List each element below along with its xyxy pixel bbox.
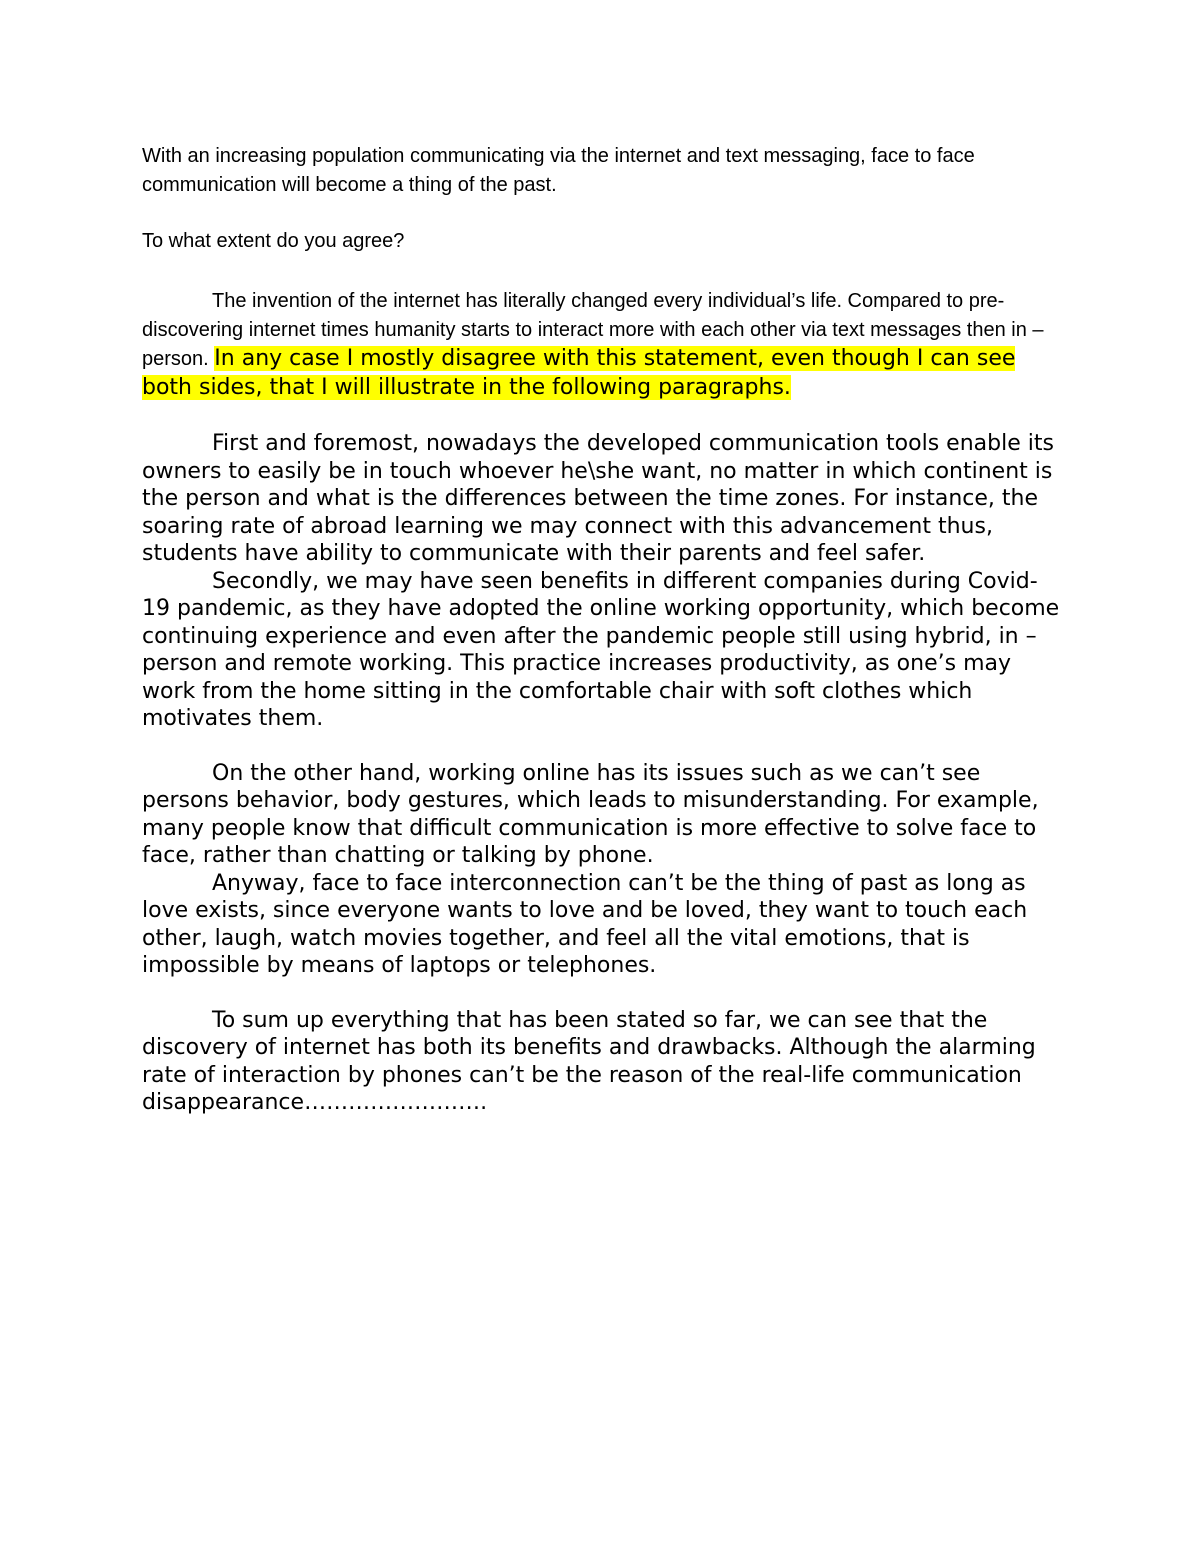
body-paragraph-4: Anyway, face to face interconnection can’t be the thing of past as long as love exists, since everyone wants to love and be loved, they want to touch each other, laugh, watch movies together, and feel all the vital emotions, that is impossible by means of laptops or telephones. [142,870,1028,978]
highlighted-thesis: In any case I mostly disagree with this statement, even though I can see both sides, that I will illustrate in the following paragraphs. [142,346,1016,400]
document-body [142,142,1062,1117]
intro-paragraph [142,287,1062,403]
essay-question: To what extent do you agree? [142,230,405,252]
body-paragraph-3: On the other hand, working online has its issues such as we can’t see persons behavior, body gestures, which leads to misunderstanding. For example, many people know that difficult communication is more effective to solve face to face, rather than chatting or talking by phone. [142,760,1039,868]
body-paragraph-2: Secondly, we may have seen benefits in different companies during Covid-19 pandemic, as they have adopted the online working opportunity, which become continuing experience and even after the pandemic people still using hybrid, in – person and remote working. This practice increases productivity, as one’s may work from the home sitting in the comfortable chair with soft clothes which motivates them. [142,568,1060,731]
essay-prompt: With an increasing population communicating via the internet and text messaging, face to face communication will become a thing of the past. [142,145,975,196]
body-paragraph-1: First and foremost, nowadays the developed communication tools enable its owners to easily be in touch whoever he\she want, no matter in which continent is the person and what is the differences between the time zones. For instance, the soaring rate of abroad learning we may connect with this advancement thus, students have ability to communicate with their parents and feel safer. [142,431,1054,566]
intro-text: The invention of the internet has literally changed every individual’s life. Compared to pre-discovering internet times humanity starts to interact more with each other via text messages then in – person. [142,290,1044,370]
conclusion-paragraph: To sum up everything that has been stated so far, we can see that the discovery of internet has both its benefits and drawbacks. Although the alarming rate of interaction by phones can’t be the reason of the real-life communication disappearance……………………. [142,1007,1036,1115]
